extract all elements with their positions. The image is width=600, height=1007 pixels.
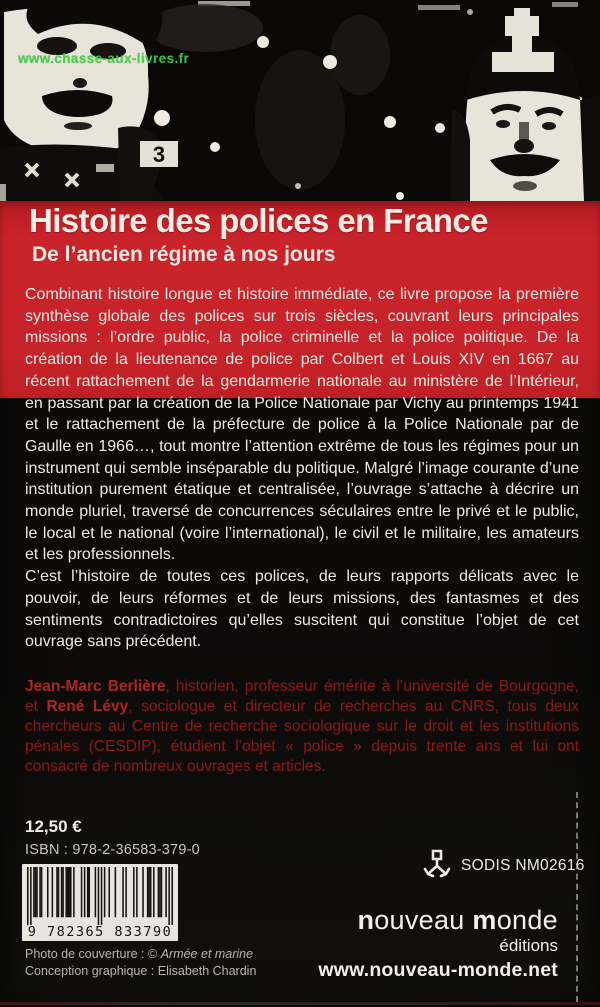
author-note <box>25 677 579 777</box>
price: 12,50 € <box>25 817 82 836</box>
sodis-code: SODIS NM02616 <box>461 857 585 874</box>
sodis-logo-icon <box>422 848 452 884</box>
police-photo <box>0 0 600 201</box>
barcode-bars <box>27 867 173 925</box>
book-subtitle: De l’ancien régime à nos jours <box>32 243 336 266</box>
sodis-block <box>422 848 585 884</box>
author-note-mid: , historien, professeur émérite à l’université de Bourgogne, et <box>25 677 579 715</box>
credit-design: Conception graphique : Elisabeth Chardin <box>25 963 257 978</box>
credit-photo: Photo de couverture : © Armée et marine <box>25 947 254 961</box>
barcode <box>22 864 178 941</box>
book-title: Histoire des polices en France <box>29 202 488 239</box>
synopsis <box>25 284 579 653</box>
barcode-digits: 9 782365 833790 <box>27 924 173 940</box>
isbn: ISBN : 978-2-36583-379-0 <box>25 842 200 858</box>
credit-photo-source: Armée et marine <box>160 947 254 961</box>
author-name-2: René Lévy <box>46 697 129 715</box>
author-note-rest: , sociologue et directeur de recherches au CNRS, tous deux chercheurs au Centre de recherche sociologique sur le droit et les institutions pénales (CESDIP), étudient l’objet « police » depuis trente ans et lui ont consacré de nombreux ouvrages et articles. <box>25 697 580 775</box>
publisher-logo: nouveau monde <box>357 905 558 935</box>
credits <box>25 946 256 979</box>
publisher-website: www.nouveau-monde.net <box>318 959 558 981</box>
text-column <box>25 284 579 777</box>
synopsis-paragraph-2: C’est l’histoire de toutes ces polices, de leurs rapports délicats avec le pouvoir, de leurs réformes et de leurs missions, des fantasmes et des sentiments contradictoires qu’elles suscitent qui constitue l’objet de cet ouvrage sans précédent. <box>25 568 579 651</box>
synopsis-paragraph-1: Combinant histoire longue et histoire immédiate, ce livre propose la première synthèse globale des polices sur trois siècles, couvrant leurs principales missions : l’ordre public, la police criminelle et la police politique. De la création de la lieutenance de police par Colbert et Louis XIV en 1667 au récent rattachement de la gendarmerie nationale au ministère de l’Intérieur, en passant par la création de la Police Nationale par Vichy au printemps 1941 et le rattachement de la préfecture de police à la Police Nationale par de Gaulle en 1966…, tout montre l’attention extrême de tous les régimes pour un instrument qui semble inséparable du politique. Malgré l’image courante d’une institution purement étatique et centralisée, l’ouvrage s’attache à décrire un monde pluriel, traversé de concurrences séculaires entre le privé et le public, le local et le national (voire l’international), le civil et le militaire, les amateurs et les professionnels. <box>25 286 579 564</box>
police-photo-art <box>0 0 600 201</box>
publisher-block <box>318 906 558 982</box>
book-bottom-edge <box>0 1002 600 1005</box>
publisher-editions: éditions <box>499 936 558 955</box>
watermark-text: www.chasse-aux-livres.fr <box>18 51 190 66</box>
book-edge-line <box>576 792 578 1002</box>
author-name-1: Jean-Marc Berlière <box>25 677 166 695</box>
svg-text:3: 3 <box>152 142 166 167</box>
